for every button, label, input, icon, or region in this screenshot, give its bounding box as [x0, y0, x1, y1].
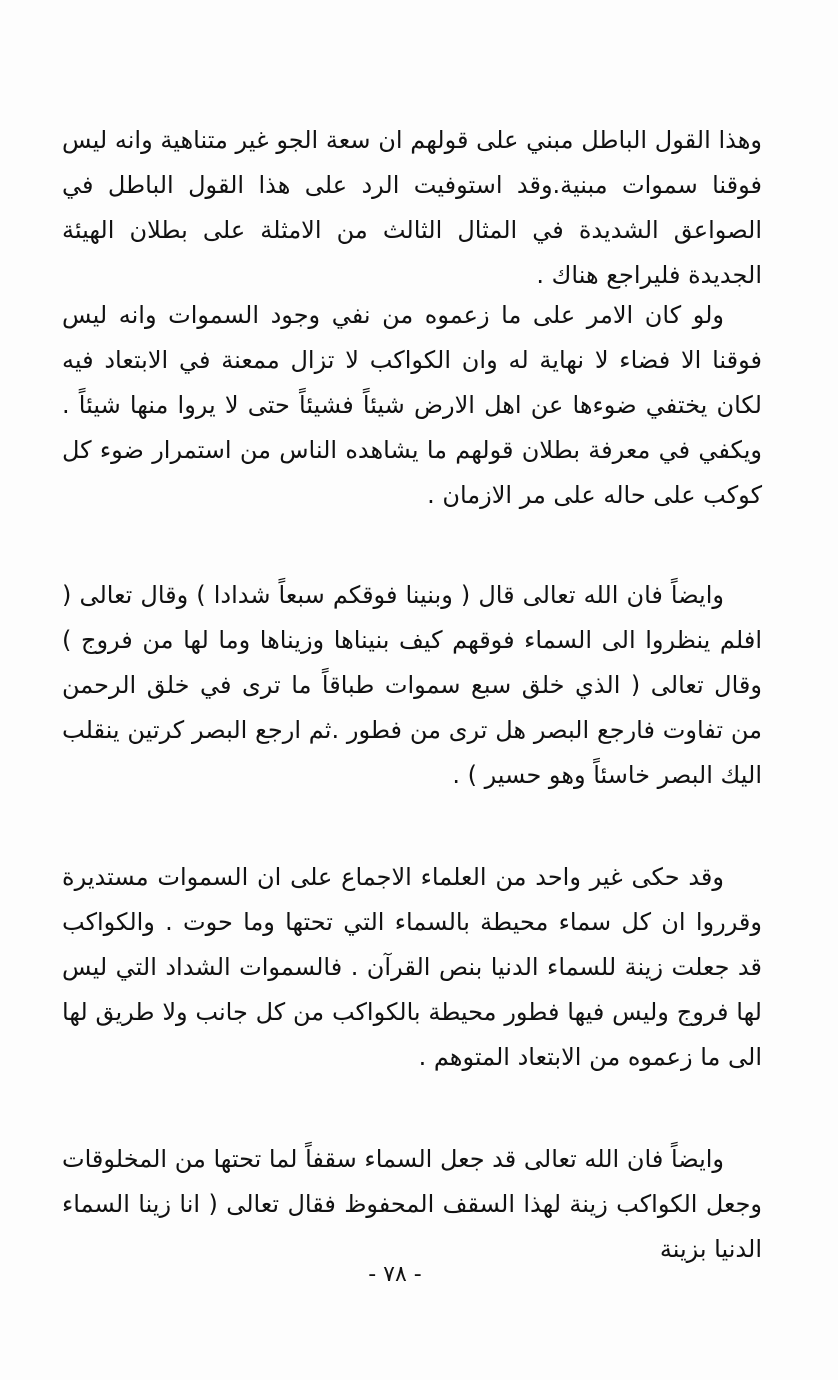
paragraph-5-text: وايضاً فان الله تعالى قد جعل السماء سقفاً لما تحتها من المخلوقات وجعل الكواكب زينة لهذا السقف المحفوظ فقال تعالى ( انا زينا السماء الدنيا بزينة: [62, 1145, 762, 1263]
paragraph-4: [62, 855, 762, 1080]
paragraph-3: [62, 573, 762, 798]
paragraph-4-text: وقد حكى غير واحد من العلماء الاجماع على ان السموات مستديرة وقرروا ان كل سماء محيطة بالسماء التي تحتها وما حوت . والكواكب قد جعلت زينة للسماء الدنيا بنص القرآن . فالسموات الشداد التي ليس لها فروج وليس فيها فطور محيطة بالكواكب من كل جانب ولا طريق لها الى ما زعموه من الابتعاد المتوهم .: [62, 863, 762, 1071]
paragraph-5: [62, 1137, 762, 1272]
paragraph-2: [62, 293, 762, 518]
paragraph-3-text: وايضاً فان الله تعالى قال ( وبنينا فوقكم سبعاً شدادا ) وقال تعالى ( افلم ينظروا الى السماء فوقهم كيف بنيناها وزيناها وما لها من فروج ) وقال تعالى ( الذي خلق سبع سموات طباقاً ما ترى في خلق الرحمن من تفاوت فارجع البصر هل ترى من فطور .ثم ارجع البصر كرتين ينقلب اليك البصر خاسئاً وهو حسير ) .: [62, 581, 762, 789]
paragraph-1-text: وهذا القول الباطل مبني على قولهم ان سعة الجو غير متناهية وانه ليس فوقنا سموات مبنية.وقد استوفيت الرد على هذا القول الباطل في الصواعق الشديدة في المثال الثالث من الامثلة على بطلان الهيئة الجديدة فليراجع هناك .: [62, 126, 762, 289]
paragraph-1: [62, 118, 762, 298]
page-number: - ٧٨ -: [368, 1262, 422, 1287]
paragraph-2-text: ولو كان الامر على ما زعموه من نفي وجود السموات وانه ليس فوقنا الا فضاء لا نهاية له وان الكواكب لا تزال ممعنة في الابتعاد فيه لكان يختفي ضوءها عن اهل الارض شيئاً فشيئاً حتى لا يروا منها شيئاً . ويكفي في معرفة بطلان قولهم ما يشاهده الناس من استمرار ضوء كل كوكب على حاله على مر الازمان .: [62, 301, 762, 509]
